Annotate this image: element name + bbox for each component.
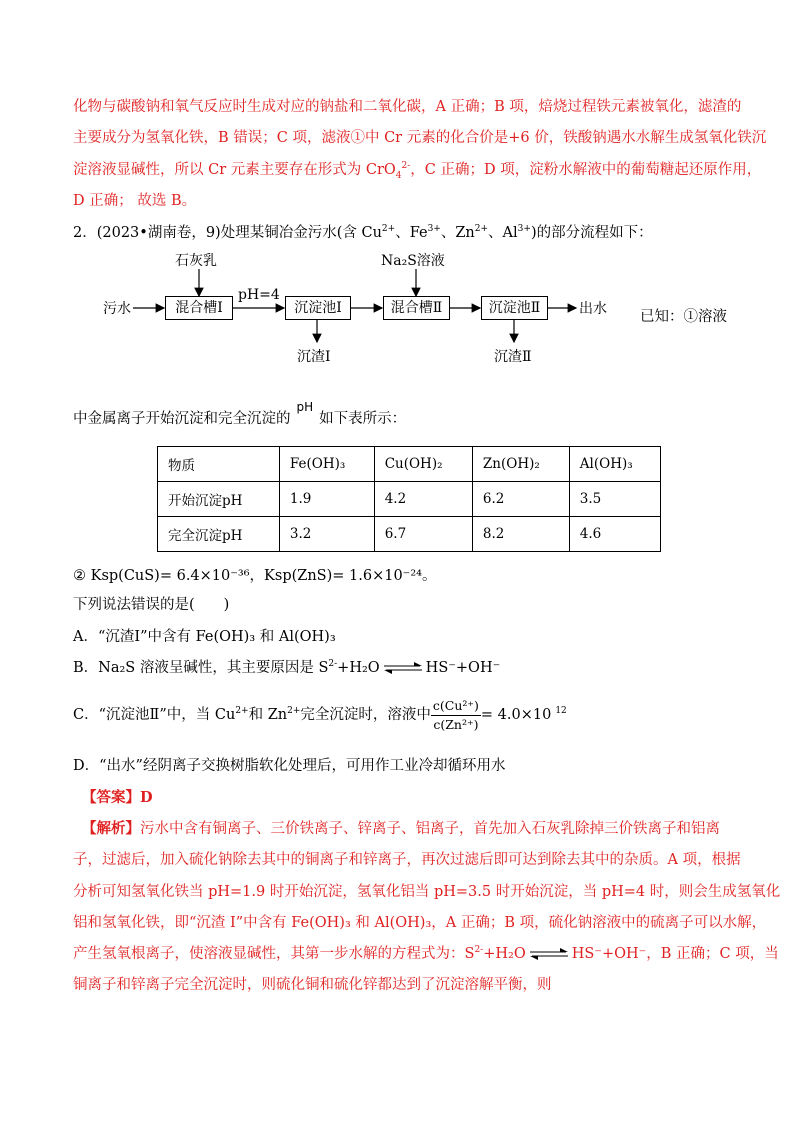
prev-explanation-line3: 淀溶液显碱性，所以 Cr 元素主要存在形式为 CrO$_4^{2-}$，C 正确；D 项，淀粉水解液中的葡萄糖起还原作用， [73, 161, 762, 181]
output-water: 出水 [579, 301, 607, 317]
table-header-cell: Zn(OH)₂ [472, 447, 569, 482]
table-row [158, 482, 661, 517]
table-cell: 6.7 [374, 517, 472, 552]
table-cell: 8.2 [472, 517, 569, 552]
table-cell: 3.2 [279, 517, 374, 552]
answer-label: 【答案】D [82, 789, 153, 806]
mixing-tank-1: 混合槽Ⅰ [165, 296, 233, 320]
question-stem: 2．(2023•湖南卷，9)处理某铜冶金污水(含 $Cu^{2+}$、$Fe^{3+}$、$Zn^{2+}$、$Al^{3+}$)的部分流程如下： [73, 224, 653, 241]
settling-tank-2: 沉淀池Ⅱ [481, 296, 548, 320]
table-cell: 1.9 [279, 482, 374, 517]
reagent-lime-milk: 石灰乳 [175, 253, 217, 269]
analysis-line2: 子，过滤后，加入硫化钠除去其中的铜离子和锌离子，再次过滤后即可达到除去其中的杂质。A 项，根据 [73, 852, 741, 868]
question-ask: 下列说法错误的是( ) [73, 597, 230, 613]
equilibrium-arrow-icon [528, 948, 570, 960]
table-cell: 3.5 [569, 482, 660, 517]
ph-table [157, 446, 661, 552]
table-cell: 6.2 [472, 482, 569, 517]
table-header-cell: Al(OH)₃ [569, 447, 660, 482]
table-cell: 完全沉淀pH [158, 517, 280, 552]
ksp-line: ② Ksp(CuS)= 6.4×10⁻³⁶，Ksp(ZnS)= 1.6×10⁻²⁴。 [73, 568, 437, 584]
analysis-line6: 铜离子和锌离子完全沉淀时，则硫化铜和硫化锌都达到了沉淀溶解平衡，则 [73, 977, 552, 993]
settling-tank-1: 沉淀池Ⅰ [285, 296, 351, 320]
option-d: D．“出水”经阴离子交换树脂软化处理后，可用作工业冷却循环用水 [73, 758, 506, 774]
prev-explanation-line4: D 正确； 故选 B。 [73, 193, 197, 209]
reagent-na2s: Na₂S溶液 [381, 253, 445, 269]
table-row [158, 517, 661, 552]
analysis-line3: 分析可知氢氧化铁当 pH=1.9 时开始沉淀，氢氧化铝当 pH=3.5 时开始沉淀，当 pH=4 时，则会生成氢氧化 [73, 884, 781, 900]
analysis-line1: 【解析】污水中含有铜离子、三价铁离子、锌离子、铝离子，首先加入石灰乳除掉三价铁离子和铝离 [82, 820, 720, 837]
option-c: C．“沉淀池Ⅱ”中，当 $Cu^{2+}$和 $Zn^{2+}$完全沉淀时，溶液中 $\frac{\text{c(Cu²⁺)}}{\text{c(Zn²⁺)}}$ = 4.0×10 $^{12}$ [73, 697, 567, 732]
table-cell: 开始沉淀pH [158, 482, 280, 517]
table-cell: 4.6 [569, 517, 660, 552]
table-cell: 4.2 [374, 482, 472, 517]
residue-2: 沉渣Ⅱ [494, 349, 532, 365]
known-label: 已知：①溶液 [640, 309, 727, 325]
table-header-cell: Fe(OH)₃ [279, 447, 374, 482]
equilibrium-arrow-icon [382, 662, 424, 674]
ph-intro: 中金属离子开始沉淀和完全沉淀的$^{pH}$如下表所示： [73, 400, 407, 427]
ph-condition: pH=4 [238, 287, 280, 303]
input-wastewater: 污水 [103, 301, 131, 317]
analysis-line4: 铝和氢氧化铁，即“沉渣 I”中含有 Fe(OH)₃ 和 Al(OH)₃，A 正确；B 项，硫化钠溶液中的硫离子可以水解， [73, 915, 767, 931]
analysis-line5: 产生氢氧根离子，使溶液显碱性，其第一步水解的方程式为：$S^{2-}+H_2O$ HS⁻+OH⁻，B 正确；C 项，当 [73, 945, 779, 962]
residue-1: 沉渣Ⅰ [297, 349, 331, 365]
prev-explanation-line1: 化物与碳酸钠和氧气反应时生成对应的钠盐和二氧化碳，A 正确；B 项，焙烧过程铁元素被氧化，滤渣的 [73, 99, 742, 115]
prev-explanation-line2: 主要成分为氢氧化铁，B 错误；C 项，滤液①中 Cr 元素的化合价是+6 价，铁酸钠遇水水解生成氢氧化铁沉 [73, 130, 767, 146]
concentration-ratio: $\frac{\text{c(Cu²⁺)}}{\text{c(Zn²⁺)}}$ [432, 697, 479, 732]
mixing-tank-2: 混合槽Ⅱ [383, 296, 450, 320]
option-a: A．“沉渣Ⅰ”中含有 Fe(OH)₃ 和 Al(OH)₃ [73, 629, 336, 645]
table-header-row [158, 447, 661, 482]
table-header-cell: 物质 [158, 447, 280, 482]
table-header-cell: Cu(OH)₂ [374, 447, 472, 482]
option-b: B．Na₂S 溶液呈碱性，其主要原因是 $S^{2-}+H_2O$ HS⁻+OH⁻ [73, 659, 501, 676]
